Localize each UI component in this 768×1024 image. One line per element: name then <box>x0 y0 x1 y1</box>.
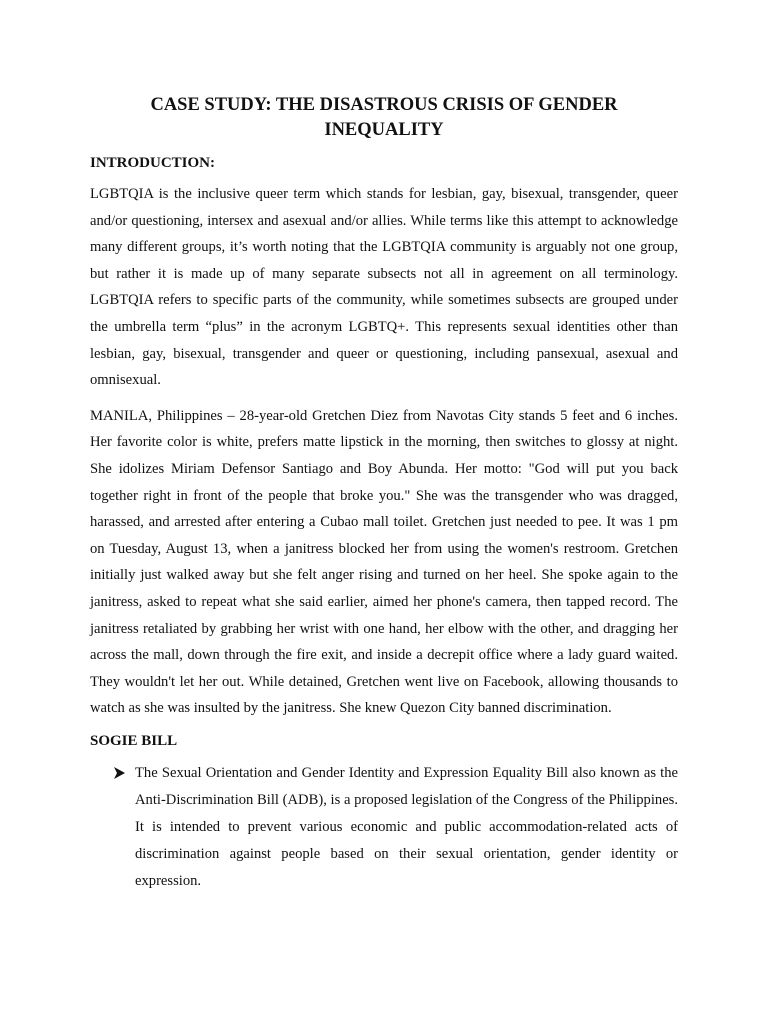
arrowhead-bullet-icon <box>114 760 126 787</box>
introduction-heading: INTRODUCTION: <box>90 155 216 171</box>
bullet-text-sogie: The Sexual Orientation and Gender Identity and Expression Equality Bill also known as the Anti-Discrimination Bill (ADB), is a proposed legislation of the Congress of the Philippines. It is intended to prevent various economic and public accommodation-related acts of discrimination against people based on their sexual orientation, gender identity or expression. <box>135 764 678 889</box>
paragraph-lgbtqia: LGBTQIA is the inclusive queer term which stands for lesbian, gay, bisexual, transgender, queer and/or questioning, intersex and asexual and/or allies. While terms like this attempt to acknowledge many different groups, it’s worth noting that the LGBTQIA community is arguably not one group, but rather it is made up of many separate subsects not all in agreement on all terminology. LGBTQIA refers to specific parts of the community, while sometimes subsects are grouped under the umbrella term “plus” in the acronym LGBTQ+. This represents sexual identities other than lesbian, gay, bisexual, transgender and queer or questioning, including pansexual, asexual and omnisexual. <box>90 186 678 389</box>
paragraph-manila-incident: MANILA, Philippines – 28-year-old Gretchen Diez from Navotas City stands 5 feet and 6 inches. Her favorite color is white, prefers matte lipstick in the morning, then switches to glossy at night. She idolizes Miriam Defensor Santiago and Boy Abunda. Her motto: "God will put you back together right in front of the people that broke you." She was the transgender who was dragged, harassed, and arrested after entering a Cubao mall toilet. Gretchen just needed to pee. It was 1 pm on Tuesday, August 13, when a janitress blocked her from using the women's restroom. Gretchen initially just walked away but she felt anger rising and turned on her heel. She spoke again to the janitress, asked to repeat what she said earlier, aimed her phone's camera, then tapped record. The janitress retaliated by grabbing her wrist with one hand, her elbow with the other, and dragging her across the mall, down through the fire exit, and inside a decrepit office where a lady guard waited. They wouldn't let her out. While detained, Gretchen went live on Facebook, allowing thousands to watch as she was insulted by the janitress. She knew Quezon City banned discrimination. <box>90 407 678 717</box>
sogie-bill-heading: SOGIE BILL <box>90 732 178 749</box>
document-title: CASE STUDY: THE DISASTROUS CRISIS OF GENDER INEQUALITY <box>150 95 618 140</box>
sogie-bullet-list <box>90 760 678 895</box>
list-item <box>90 760 678 895</box>
